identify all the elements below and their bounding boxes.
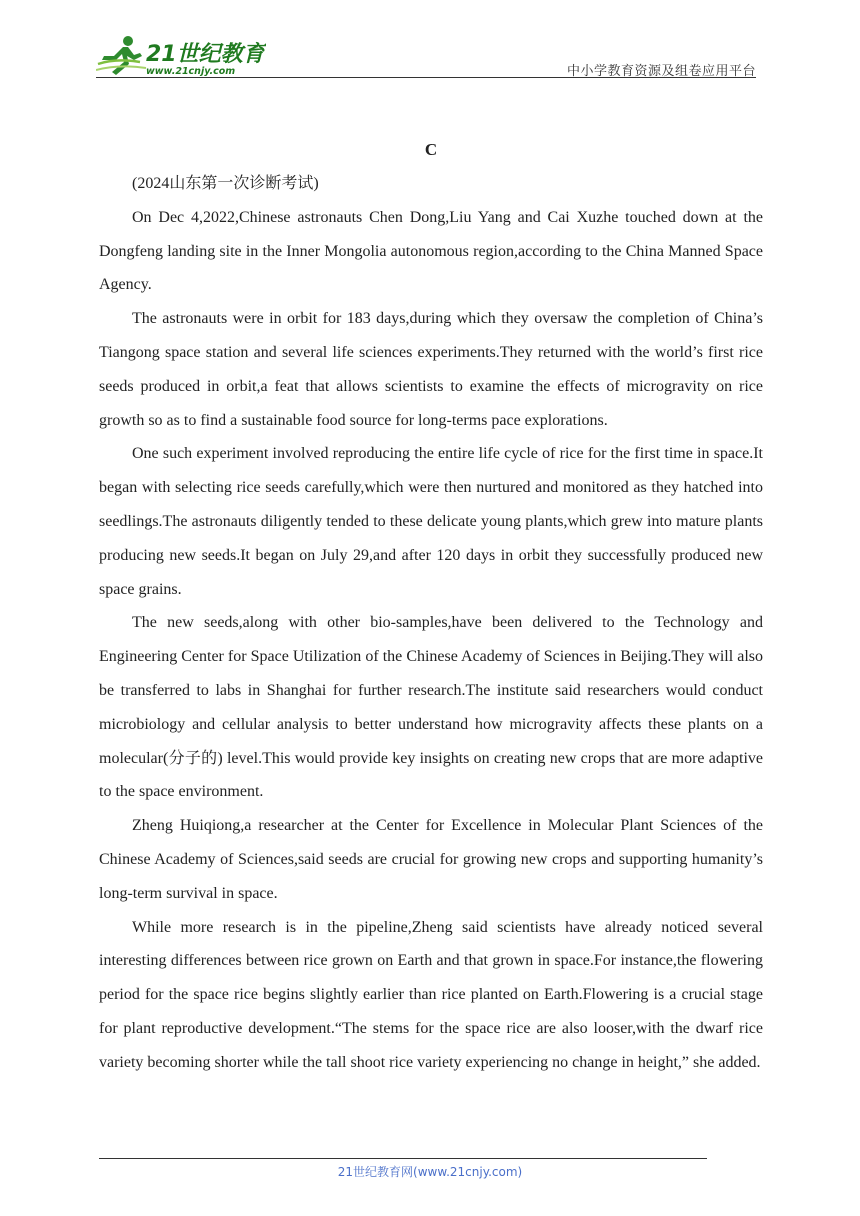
paragraph-1: On Dec 4,2022,Chinese astronauts Chen Dong,Liu Yang and Cai Xuzhe touched down at the Dongfeng landing site in the Inner Mongolia autonomous region,according to the China Manned Space Agency. (99, 208, 763, 294)
platform-tagline: 中小学教育资源及组卷应用平台 (566, 64, 756, 79)
footer-link[interactable]: 21世纪教育网(www.21cnjy.com) (337, 1165, 523, 1179)
site-logo[interactable] (96, 34, 266, 78)
page-header (96, 30, 756, 78)
section-label: C (424, 140, 438, 159)
logo-url-text: www.21cnjy.com (146, 66, 236, 77)
logo-text: 21世纪教育 (146, 42, 265, 67)
paragraph-5: Zheng Huiqiong,a researcher at the Center for Excellence in Molecular Plant Sciences of the Chinese Academy of Sciences,said seeds are crucial for growing new crops and supporting humanity’s long-term survival in space. (99, 817, 763, 902)
paragraph-6: While more research is in the pipeline,Zheng said scientists have already noticed several interesting differences between rice grown on Earth and that grown in space.For instance,the flowering period for the space rice begins slightly earlier than rice planted on Earth.Flowering is a crucial stage for plant reproductive development.“The stems for the space rice are also looser,with the dwarf rice variety becoming shorter while the tall shoot rice variety experiencing no change in height,” she added. (99, 918, 763, 1071)
paragraph-3: One such experiment involved reproducing the entire life cycle of rice for the first time in space.It began with selecting rice seeds carefully,which were then nurtured and monitored as they hatched into seedlings.The astronauts diligently tended to these delicate young plants,which grew into mature plants producing new seeds.It began on July 29,and after 120 days in orbit they successfully produced new space grains. (99, 445, 763, 598)
footer-divider (99, 1158, 707, 1159)
exam-source: (2024山东第一次诊断考试) (132, 175, 319, 192)
paragraph-2: The astronauts were in orbit for 183 days,during which they oversaw the completion of China’s Tiangong space station and several life sciences experiments.They returned with the world’s first rice seeds produced in orbit,a feat that allows scientists to examine the effects of microgravity on rice growth so as to find a sustainable food source for long-terms pace explorations. (99, 310, 763, 429)
paragraph-4: The new seeds,along with other bio-samples,have been delivered to the Technology and Engineering Center for Space Utilization of the Chinese Academy of Sciences in Beijing.They will also be transferred to labs in Shanghai for further research.The institute said researchers would conduct microbiology and cellular analysis to better understand how microgravity affects these plants on a molecular(分子的) level.This would provide key insights on creating new crops that are more adaptive to the space environment. (99, 614, 763, 801)
article-body (99, 136, 763, 1080)
header-divider (96, 77, 756, 78)
runner-logo-icon (96, 34, 266, 78)
